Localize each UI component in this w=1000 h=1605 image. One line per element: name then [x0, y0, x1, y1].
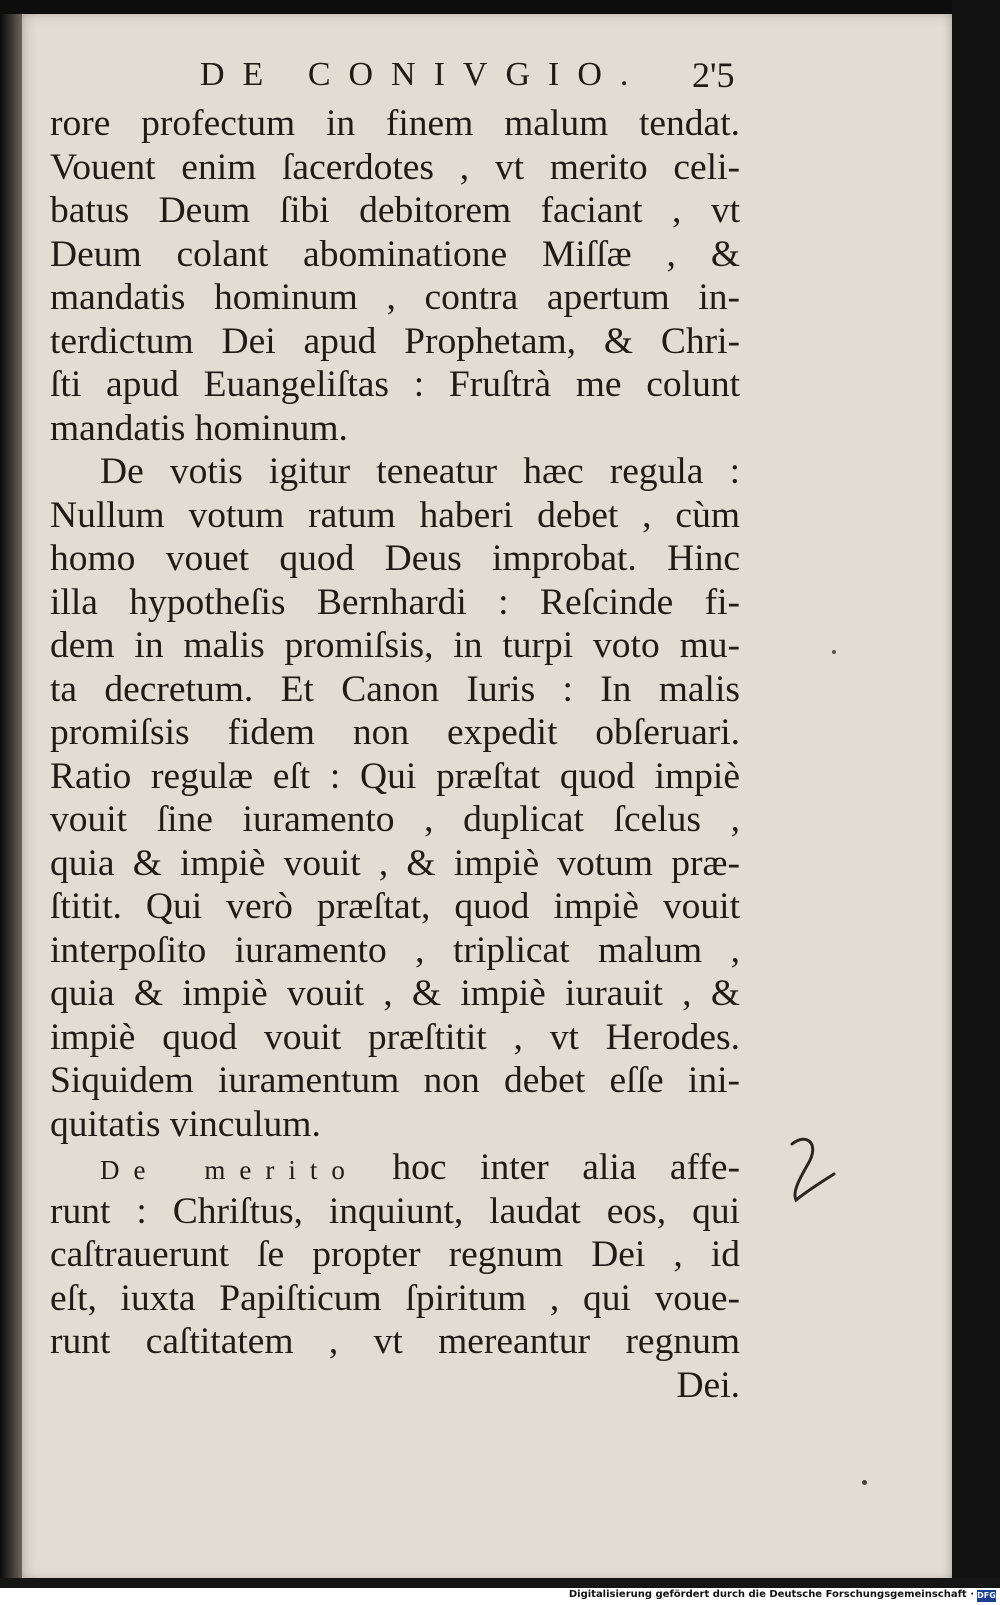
running-header-title: DE CONIVGIO. — [200, 56, 647, 93]
text-line: Siquidem iuramentum non debet eſſe ini- — [50, 1060, 740, 1101]
text-line: batus Deum ſibi debitorem faciant , vt — [50, 190, 740, 231]
catchword: Dei. — [676, 1364, 740, 1406]
text-line: quia & impiè vouit , & impiè iurauit , & — [50, 973, 740, 1014]
text-line: Deum colant abominatione Miſſæ , & — [50, 233, 740, 275]
text-line: runt caſtitatem , vt mereantur regnum — [50, 1321, 740, 1362]
text-line: promiſsis fidem non expedit obſeruari. — [50, 712, 740, 753]
text-line: homo vouet quod Deus improbat. Hinc — [50, 538, 740, 579]
text-line: dem in malis promiſsis, in turpi voto mu- — [50, 625, 740, 666]
text-line: terdictum Dei apud Prophetam, & Chri- — [50, 320, 740, 362]
text-line: quia & impiè vouit , & impiè votum præ- — [50, 842, 740, 884]
handwritten-margin-mark — [782, 1130, 842, 1210]
text-line: quitatis vinculum. — [50, 1103, 321, 1145]
text-line: runt : Chriſtus, inquiunt, laudat eos, qui — [50, 1190, 740, 1232]
text-line: Vouent enim ſacerdotes , vt merito celi- — [50, 146, 740, 188]
text-line: caſtrauerunt ſe propter regnum Dei , id — [50, 1234, 740, 1275]
digitization-credit: Digitalisierung gefördert durch die Deutsche Forschungsgemeinschaft · — [568, 1589, 974, 1600]
smallcaps-lead: De merito — [100, 1155, 359, 1185]
text-line: interpoſito iuramento , triplicat malum , — [50, 929, 740, 971]
text-line: ſti apud Euangeliſtas : Fruſtrà me colunt — [50, 364, 740, 405]
text-line: illa hypotheſis Bernhardi : Reſcinde fi- — [50, 581, 740, 623]
text-line-with-smallcaps — [50, 1146, 740, 1190]
text-line: ta decretum. Et Canon Iuris : In malis — [50, 668, 740, 710]
text-line: vouit ſine iuramento , duplicat ſcelus , — [50, 799, 740, 840]
text-line: mandatis hominum , contra apertum in- — [50, 277, 740, 318]
text-line: eſt, iuxta Papiſticum ſpiritum , qui voue- — [50, 1277, 740, 1319]
text-line: mandatis hominum. — [50, 407, 348, 449]
text-line-rest: hoc inter alia affe- — [392, 1147, 740, 1188]
page-number: 2'5 — [692, 55, 735, 95]
text-line: De votis igitur teneatur hæc regula : — [100, 451, 740, 492]
page-speck — [832, 650, 836, 654]
text-line: Ratio regulæ eſt : Qui præſtat quod impiè — [50, 755, 740, 797]
text-line: ſtitit. Qui verò præſtat, quod impiè vouit — [50, 886, 740, 927]
book-spine — [0, 14, 22, 1586]
text-line: impiè quod vouit præſtitit , vt Herodes. — [50, 1016, 740, 1058]
body-text — [50, 102, 740, 1407]
dfg-logo: DFG — [977, 1591, 996, 1600]
text-line: Nullum votum ratum haberi debet , cùm — [50, 494, 740, 536]
page-speck — [862, 1480, 867, 1485]
text-line: rore profectum in finem malum tendat. — [50, 103, 740, 144]
right-edge — [952, 0, 1000, 1585]
